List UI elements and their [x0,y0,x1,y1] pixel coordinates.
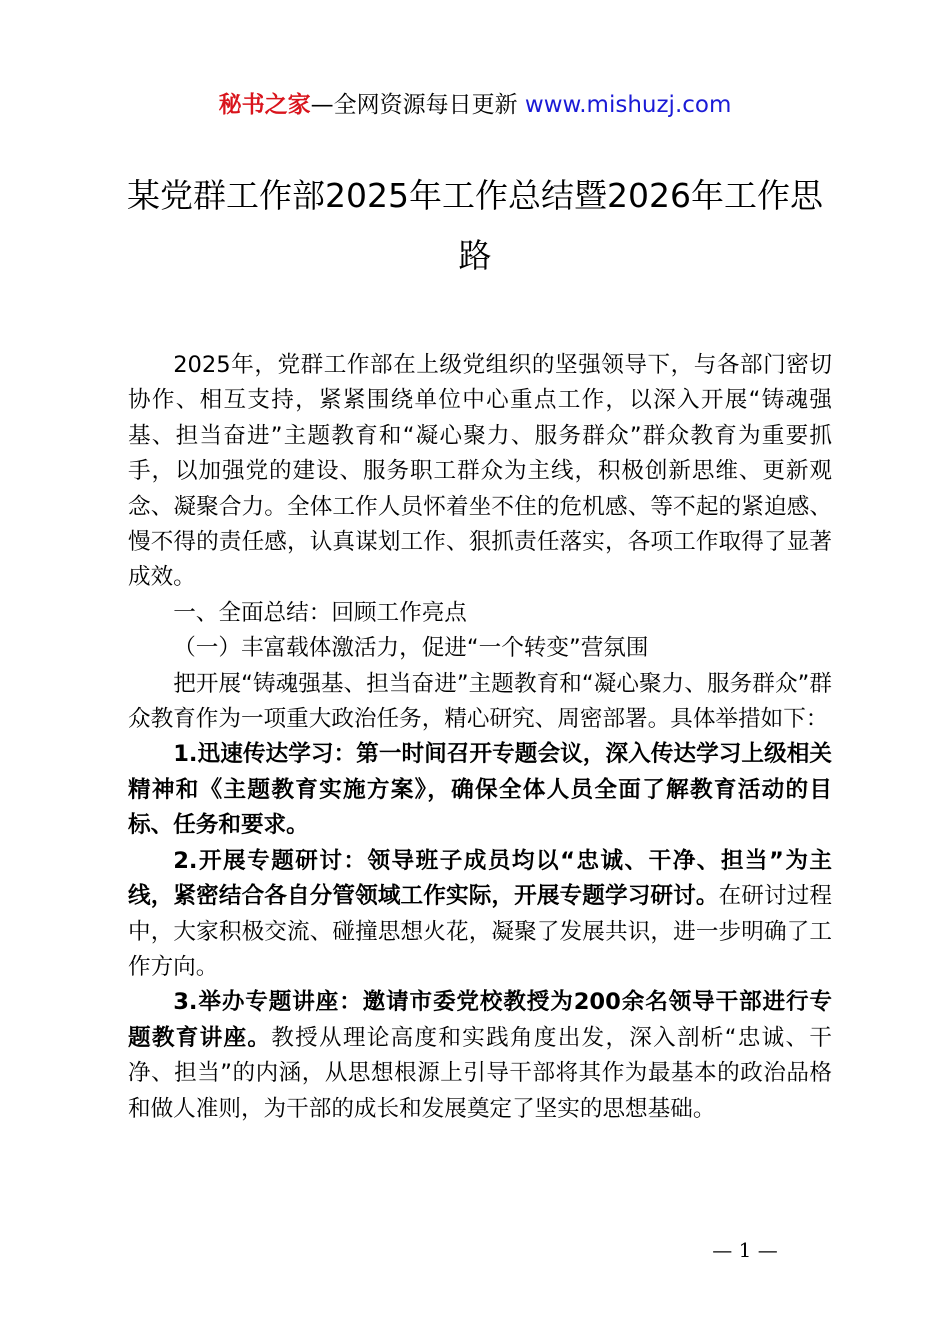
list-item-lead: 1.迅速传达学习：第一时间召开专题会议，深入传达学习上级相关精神和《主题教育实施方案》，确保全体人员全面了解教育活动的目标、任务和要求。 [128,741,832,839]
list-item-text: 教授从理论高度和实践角度出发，深入剖析“忠诚、干净、担当”的内涵，从思想根源上引导干部将其作为最基本的政治品格和做人准则，为干部的成长和发展奠定了坚实的思想基础。 [128,1024,832,1122]
site-banner [0,88,950,122]
list-item-text: 在研讨过程中，大家积极交流、碰撞思想火花，凝聚了发展共识，进一步明确了工作方向。 [128,883,833,980]
intro-paragraph: 2025年，党群工作部在上级党组织的坚强领导下，与各部门密切协作、相互支持，紧紧围绕单位中心重点工作，以深入开展“铸魂强基、担当奋进”主题教育和“凝心聚力、服务群众”群众教育为重要抓手，以加强党的建设、服务职工群众为主线，积极创新思维、更新观念、凝聚合力。全体工作人员怀着坐不住的危机感、等不起的紧迫感、慢不得的责任感，认真谋划工作、狠抓责任落实，各项工作取得了显著成效。 [128,352,832,591]
list-item-lead: 3.举办专题讲座：邀请市委党校教授为200余名领导干部进行专题教育讲座。 [128,989,832,1051]
site-url-link[interactable]: www.mishuzj.com [524,92,732,118]
document-title: 某党群工作部2025年工作总结暨2026年工作思路 [127,176,823,275]
subsection-heading: （一）丰富载体激活力，促进“一个转变”营氛围 [173,635,649,662]
page-number: — 1 — [712,1238,778,1262]
list-item [128,737,832,843]
banner-tagline: —全网资源每日更新 [310,92,525,118]
document-body [128,348,832,1127]
measures-paragraph: 把开展“铸魂强基、担当奋进”主题教育和“凝心聚力、服务群众”群众教育作为一项重大政治任务，精心研究、周密部署。具体举措如下： [128,670,832,733]
list-item [128,844,832,986]
brand-name: 秘书之家 [218,92,311,118]
section-heading: 一、全面总结：回顾工作亮点 [173,599,467,626]
list-item [128,985,832,1127]
list-item-lead: 2.开展专题研讨：领导班子成员均以“忠诚、干净、担当”为主线，紧密结合各自分管领域工作实际，开展专题学习研讨。 [128,847,832,910]
